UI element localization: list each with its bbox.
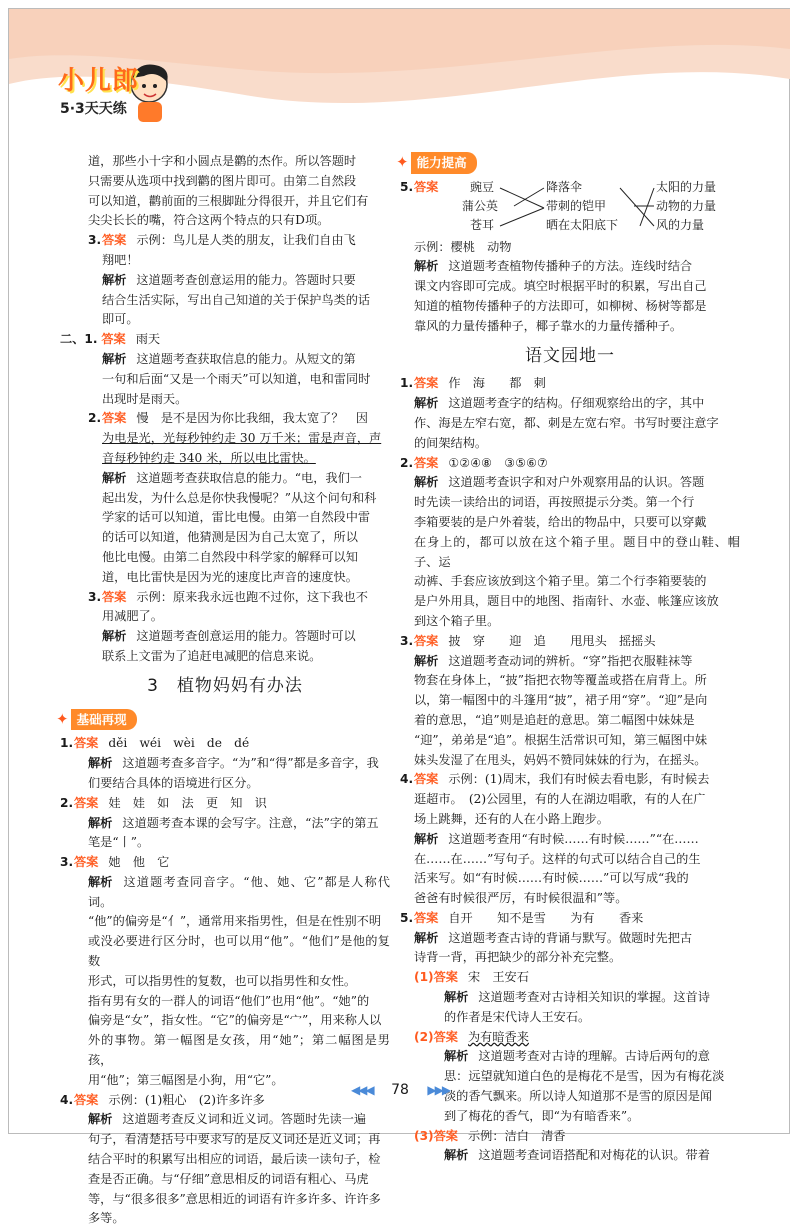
analysis-text: 知道的植物传播种子的方法即可，如柳树、杨树等都是 xyxy=(414,298,707,313)
analysis-text: 这道题考查创意运用的能力。答题时只要 xyxy=(136,272,356,287)
analysis-text: 到了梅花的香气，即“为有暗香来”。 xyxy=(444,1108,640,1123)
question-number: 二、1. xyxy=(60,332,98,347)
question-2 xyxy=(60,409,390,587)
banner-label: 能力提高 xyxy=(411,152,477,174)
answer-label: 答案 xyxy=(102,411,127,426)
text-line: 道，那些小十字和小圆点是鹳的杰作。所以答题时 xyxy=(88,154,357,168)
matching-diagram xyxy=(462,178,740,238)
analysis-label: 解析 xyxy=(102,351,127,366)
section-banner-ability xyxy=(396,152,477,174)
left-column xyxy=(56,152,390,1229)
star-icon: ✦ xyxy=(396,153,409,171)
analysis-text: 用“他”；第三幅图是小狗，用“它”。 xyxy=(88,1072,284,1087)
question-3b xyxy=(60,588,390,667)
analysis-text: 活来写。如“有时候……有时候……”可以写成“我的 xyxy=(414,871,689,886)
analysis-label: 解析 xyxy=(414,831,439,846)
question-number: 2. xyxy=(400,455,414,470)
analysis-text: 动裤、手套应该放到这个箱子里。第二个行李箱要装的 xyxy=(414,574,707,589)
section-banner-basic xyxy=(56,709,137,731)
question-number: 4. xyxy=(60,1092,74,1107)
analysis-text: 的间架结构。 xyxy=(414,435,488,450)
analysis-text: 他比电慢。由第二自然段中科学家的解释可以知 xyxy=(102,549,358,564)
analysis-text: “他”的偏旁是“亻”，通常用来指男性，但是在性别不明 xyxy=(88,914,382,929)
answer-text: děi wéi wèi de dé xyxy=(108,736,250,751)
answer-text: 示例：洁白 清香 xyxy=(468,1128,566,1143)
answer-label: 答案 xyxy=(102,233,127,248)
question-number: 1. xyxy=(400,376,414,391)
analysis-text: 这道题考查获取信息的能力。“电，我们一 xyxy=(136,470,362,485)
question-number: 1. xyxy=(60,736,74,751)
answer-text: 音每秒钟约走 340 米，所以电比雷快。 xyxy=(102,450,316,465)
analysis-text: 或没必要进行区分时，也可以用“他”。“他们”是他的复数 xyxy=(88,934,390,969)
analysis-text: 到这个箱子里。 xyxy=(414,613,500,628)
analysis-text: 偏旁是“女”，指女性。“它”的偏旁是“宀”，用来称人以 xyxy=(88,1013,382,1028)
answer-text: 娃 娃 如 法 更 知 识 xyxy=(108,795,267,810)
answer-text: 示例：(1)粗心 (2)许多许多 xyxy=(108,1092,265,1107)
garden-q3 xyxy=(400,632,740,771)
answer-text: 用减肥了。 xyxy=(102,609,163,624)
question-number: 3. xyxy=(88,589,102,604)
answer-label: 答案 xyxy=(414,772,439,787)
garden-title: 语文园地一 xyxy=(525,345,615,366)
analysis-text: 形式，可以指男性的复数，也可以指男性和女性。 xyxy=(88,973,357,988)
analysis-text: 这道题考查动词的辨析。“穿”指把衣服鞋袜等 xyxy=(448,653,693,668)
analysis-text: 物套在身体上，“披”指把衣物等覆盖或搭在肩背上。所 xyxy=(414,673,707,688)
match-item: 风的力量 xyxy=(656,217,705,232)
match-item: 蒲公英 xyxy=(462,198,499,213)
answer-label: 答案 xyxy=(433,970,458,985)
answer-text: 示例：樱桃 动物 xyxy=(414,239,512,254)
prev-arrows-icon: ◀◀◀ xyxy=(350,1083,373,1097)
analysis-text: 这道题考查字的结构。仔细观察给出的字，其中 xyxy=(448,396,705,411)
answer-text: 示例：原来我永远也跑不过你，这下我也不 xyxy=(136,589,368,604)
next-arrows-icon: ▶▶▶ xyxy=(427,1083,450,1097)
answer-label: 答案 xyxy=(74,1092,99,1107)
answer-text: 示例：鸟儿是人类的朋友，让我们自由飞 xyxy=(136,233,356,248)
analysis-text: 结合平时的积累写出相应的词语，最后读一读句子，检 xyxy=(88,1152,381,1167)
analysis-label: 解析 xyxy=(88,1112,113,1127)
answer-label: 答案 xyxy=(101,332,126,347)
page-number: 78 xyxy=(391,1082,409,1098)
analysis-text: 这道题考查反义词和近义词。答题时先读一遍 xyxy=(122,1112,367,1127)
analysis-text: 的作者是宋代诗人王安石。 xyxy=(444,1009,591,1024)
analysis-text: 这道题考查获取信息的能力。从短文的第 xyxy=(136,351,356,366)
basic-q4 xyxy=(60,1091,390,1229)
match-item: 太阳的力量 xyxy=(656,179,717,194)
analysis-text: 作、海是左窄右宽，都、刺是左宽右窄。书写时要注意字 xyxy=(414,415,719,430)
question-number: 5. xyxy=(400,910,414,925)
analysis-label: 解析 xyxy=(414,259,439,274)
question-number: 2. xyxy=(88,411,102,426)
analysis-text: 一句和后面“又是一个雨天”可以知道，电和雷同时 xyxy=(102,371,371,386)
match-item: 降落伞 xyxy=(546,179,583,194)
answer-text: 为有暗香来 xyxy=(468,1029,529,1044)
ability-q5 xyxy=(400,178,740,337)
analysis-text: 等，与“很多很多”意思相近的词语有许多许多、许许多 xyxy=(88,1191,381,1206)
basic-q3 xyxy=(60,853,390,1091)
analysis-label: 解析 xyxy=(444,990,469,1005)
analysis-text: 结合生活实际，写出自己知道的关于保护鸟类的话 xyxy=(102,292,371,307)
answer-text: 自开 知不是雪 为有 香来 xyxy=(448,910,644,925)
analysis-text: 起出发，为什么总是你快我慢呢？”从这个问句和科 xyxy=(102,490,377,505)
answer-label: 答案 xyxy=(414,455,439,470)
match-lines xyxy=(470,178,740,238)
answer-text: 雨天 xyxy=(135,332,161,347)
basic-q2 xyxy=(60,794,390,853)
text-line: 只需要从选项中找到鹳的图片即可。由第二自然段 xyxy=(88,173,357,188)
question-number: 5. xyxy=(400,179,414,194)
analysis-text: 这道题考查植物传播种子的方法。连线时结合 xyxy=(448,259,693,274)
page-footer xyxy=(0,1082,800,1098)
question-3 xyxy=(60,231,390,330)
answer-label: 答案 xyxy=(414,376,439,391)
match-item: 豌豆 xyxy=(470,179,495,194)
analysis-text: 们要结合具体的语境进行区分。 xyxy=(88,775,259,790)
analysis-text: 靠风的力量传播种子，椰子靠水的力量传播种子。 xyxy=(414,318,683,333)
answer-text: 示例：(1)周末，我们有时候去看电影，有时候去 xyxy=(448,772,710,787)
answer-text: 场上跳舞，还有的人在小路上跑步。 xyxy=(414,811,609,826)
text-line: 可以知道，鹳前面的三根脚趾分得很开，并且它们有 xyxy=(88,193,369,208)
answer-label: 答案 xyxy=(74,736,99,751)
analysis-text: “迎”，弟弟是“追”。根据生活常识可知，第三幅图中妹 xyxy=(414,732,708,747)
analysis-text: 在……在……”写句子。这样的句式可以结合自己的生 xyxy=(414,851,701,866)
match-item: 带刺的铠甲 xyxy=(546,198,607,213)
analysis-text: 出现时是雨天。 xyxy=(102,391,188,406)
garden-q2 xyxy=(400,454,740,632)
analysis-text: 查是否正确。与“仔细”意思相反的词语有粗心、马虎 xyxy=(88,1171,369,1186)
sub-question-number: (2) xyxy=(414,1029,434,1044)
answer-text: 翔吧！ xyxy=(102,252,139,267)
analysis-text: 这道题考查本课的会写字。注意，“法”字的第五 xyxy=(122,815,379,830)
answer-label: 答案 xyxy=(74,855,99,870)
analysis-label: 解析 xyxy=(414,396,439,411)
analysis-label: 解析 xyxy=(102,629,127,644)
analysis-label: 解析 xyxy=(444,1049,469,1064)
question-number: 3. xyxy=(400,633,414,648)
analysis-text: 多等。 xyxy=(88,1211,125,1226)
section-2-question-1 xyxy=(60,330,390,409)
answer-text: 为电是光，光每秒钟约走 30 万千米；雷是声音，声 xyxy=(102,431,382,446)
analysis-text: 淡的香气飘来。所以诗人知道那不是雪的原因是闻 xyxy=(444,1089,713,1104)
analysis-text: 这道题考查对古诗的理解。古诗后两句的意 xyxy=(478,1049,710,1064)
banner-label: 基础再现 xyxy=(71,709,137,731)
analysis-label: 解析 xyxy=(414,930,439,945)
answer-label: 答案 xyxy=(414,633,439,648)
analysis-text: 这道题考查创意运用的能力。答题时可以 xyxy=(136,629,356,644)
match-item: 苍耳 xyxy=(470,217,495,232)
analysis-label: 解析 xyxy=(102,470,127,485)
analysis-text: 句子，看清楚括号中要求写的是反义词还是近义词；再 xyxy=(88,1132,381,1147)
analysis-label: 解析 xyxy=(414,475,439,490)
analysis-text: 这道题考查对古诗相关知识的掌握。这首诗 xyxy=(478,990,710,1005)
basic-q1 xyxy=(60,734,390,793)
question-number: 3. xyxy=(88,233,102,248)
analysis-text: 这道题考查词语搭配和对梅花的认识。带着 xyxy=(478,1148,710,1163)
analysis-text: 是户外用具，题目中的地图、指南针、水壶、帐篷应该放 xyxy=(414,594,719,609)
analysis-text: 思：远望就知道白色的是梅花不是雪，因为有梅花淡 xyxy=(444,1069,725,1084)
analysis-text: 指有男有女的一群人的词语“他们”也用“他”。“她”的 xyxy=(88,993,370,1008)
intro-block xyxy=(60,152,390,231)
answer-label: 答案 xyxy=(102,589,127,604)
analysis-text: 妹头发湿了在甩头，妈妈不赞同妹妹的行为，在摇头。 xyxy=(414,752,707,767)
match-item: 晒在太阳底下 xyxy=(546,217,619,232)
star-icon: ✦ xyxy=(56,709,69,728)
analysis-text: 笔是“丨”。 xyxy=(88,835,150,850)
analysis-text: 这道题考查古诗的背诵与默写。做题时先把古 xyxy=(448,930,693,945)
analysis-text: 课文内容即可完成。填空时根据平时的积累，写出自己 xyxy=(414,279,707,294)
analysis-text: 即可。 xyxy=(102,312,139,327)
question-number: 4. xyxy=(400,772,414,787)
answer-text: 披 穿 迎 追 甩甩头 摇摇头 xyxy=(448,633,656,648)
garden-q4 xyxy=(400,770,740,909)
analysis-text: 道，电比雷快是因为光的速度比声音的速度快。 xyxy=(102,569,358,584)
analysis-text: 这道题考查识字和对户外观察用品的认识。答题 xyxy=(448,475,705,490)
analysis-text: 在身上的，都可以放在这个箱子里。题目中的登山鞋、帽子、运 xyxy=(414,534,740,569)
logo-subtitle: 5·3天天练 xyxy=(60,101,127,117)
answer-label: 答案 xyxy=(433,1029,458,1044)
question-number: 2. xyxy=(60,795,74,810)
answer-text: ①②④⑧ ③⑤⑥⑦ xyxy=(448,455,548,470)
answer-text: 她 他 它 xyxy=(108,855,170,870)
right-column xyxy=(396,152,740,1166)
analysis-text: 的话可以知道，他猜测是因为自己太宽了，所以 xyxy=(102,530,358,545)
sub-question-number: (1) xyxy=(414,970,434,985)
analysis-text: 诗背一背，再把缺少的部分补充完整。 xyxy=(414,950,622,965)
analysis-text: 学家的话可以知道，雷比电慢。由第一自然段中雷 xyxy=(102,510,371,525)
analysis-label: 解析 xyxy=(414,653,439,668)
analysis-label: 解析 xyxy=(88,874,113,889)
analysis-text: 时先读一读给出的词语，再按照提示分类。第一个行 xyxy=(414,495,695,510)
analysis-text: 这道题考查同音字。“他、她、它”都是人称代词。 xyxy=(88,874,390,909)
lesson-title: 3 植物妈妈有办法 xyxy=(147,675,303,696)
analysis-text: 以，第一幅图中的斗篷用“披”，裙子用“穿”。“迎”是向 xyxy=(414,693,708,708)
answer-label: 答案 xyxy=(74,795,99,810)
analysis-text: 李箱要装的是户外着装，给出的物品中，只要可以穿戴 xyxy=(414,514,707,529)
answer-text: 慢 是不是因为你比我细，我太宽了？ 因 xyxy=(136,411,368,426)
answer-label: 答案 xyxy=(414,179,439,194)
analysis-text: 这道题考查多音字。“为”和“得”都是多音字，我 xyxy=(122,756,379,771)
analysis-label: 解析 xyxy=(444,1148,469,1163)
analysis-text: 联系上文雷为了追赶电减肥的信息来说。 xyxy=(102,648,322,663)
analysis-label: 解析 xyxy=(102,272,127,287)
logo-title: 小儿郎 xyxy=(58,66,140,96)
analysis-label: 解析 xyxy=(88,756,113,771)
text-line: 尖尖长长的嘴，符合这两个特点的只有D项。 xyxy=(88,213,330,228)
garden-q5 xyxy=(400,909,740,1166)
answer-text: 作 海 都 刺 xyxy=(448,376,546,391)
match-item: 动物的力量 xyxy=(656,198,717,213)
analysis-text: 着的意思，“追”则是追赶的意思。第二幅图中妹妹是 xyxy=(414,712,695,727)
answer-label: 答案 xyxy=(433,1128,458,1143)
analysis-text: 这道题考查用“有时候……有时候……”“在…… xyxy=(448,831,699,846)
analysis-text: 外的事物。第一幅图是女孩，用“她”；第二幅图是男孩， xyxy=(88,1033,390,1068)
garden-q1 xyxy=(400,374,740,453)
answer-text: 宋 王安石 xyxy=(468,970,529,985)
analysis-text: 爸爸有时候很严厉，有时候很温和”等。 xyxy=(414,891,628,906)
question-number: 3. xyxy=(60,855,74,870)
analysis-label: 解析 xyxy=(88,815,113,830)
answer-label: 答案 xyxy=(414,910,439,925)
answer-text: 逛超市。 (2)公园里，有的人在湖边唱歌，有的人在广 xyxy=(414,792,706,807)
sub-question-number: (3) xyxy=(414,1128,434,1143)
